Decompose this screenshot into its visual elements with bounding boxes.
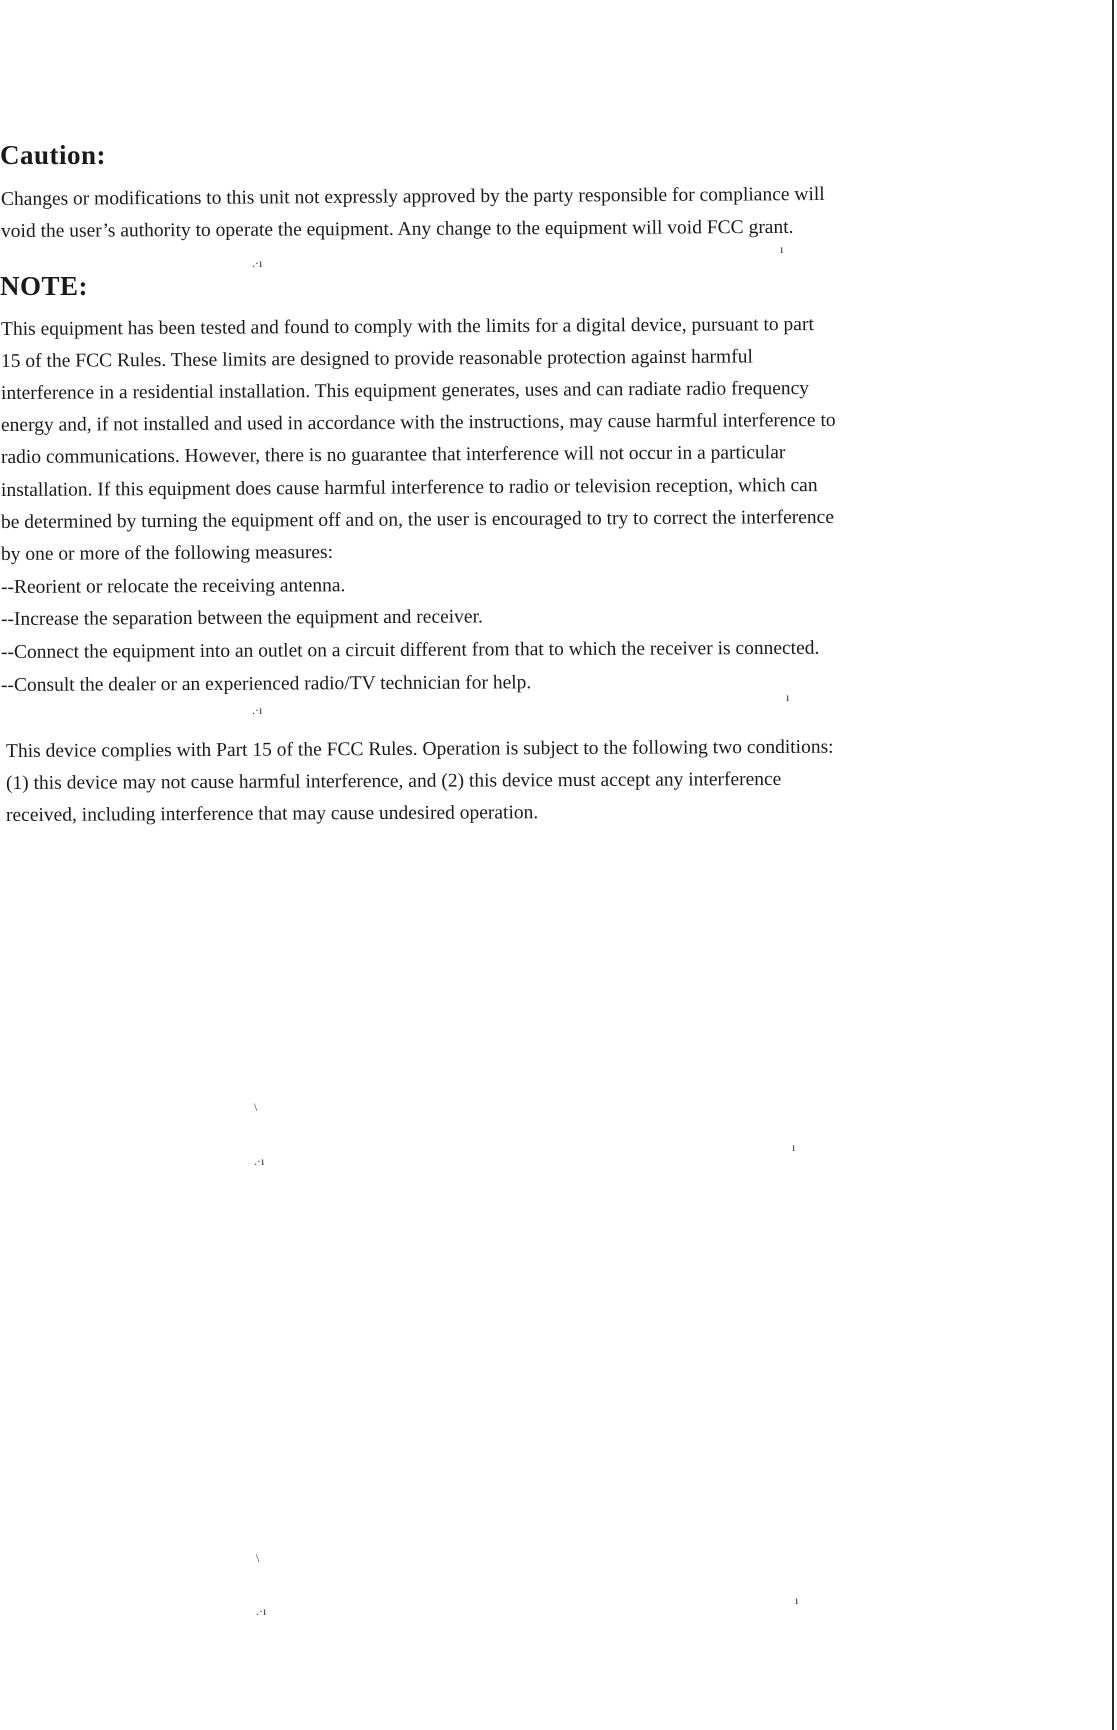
note-line-2: 15 of the FCC Rules. These limits are designed to provide reasonable protection against harmful xyxy=(0,346,753,372)
note-line-3: interference in a residential installation. This equipment generates, uses and can radiate radio frequency xyxy=(0,378,810,404)
note-line-8: by one or more of the following measures: xyxy=(0,541,334,565)
scan-speck: ı xyxy=(792,1140,796,1154)
scan-speck: .·ı xyxy=(256,1604,267,1618)
note-line-4: energy and, if not installed and used in accordance with the instructions, may cause harmful interference to xyxy=(0,409,836,436)
scan-speck: \ xyxy=(256,1551,260,1565)
scan-speck: .·ı xyxy=(254,1154,265,1168)
note-line-7: be determined by turning the equipment off and on, the user is encouraged to try to correct the interference xyxy=(0,506,835,533)
compliance-line-1: This device complies with Part 15 of the FCC Rules. Operation is subject to the following two conditions: xyxy=(5,736,834,762)
compliance-line-3: received, including interference that may cause undesired operation. xyxy=(5,802,539,826)
caution-line-2: void the user’s authority to operate the equipment. Any change to the equipment will void FCC grant. xyxy=(0,216,794,242)
scan-speck: .·ı xyxy=(252,256,263,270)
note-line-1: This equipment has been tested and found to comply with the limits for a digital device, pursuant to part xyxy=(0,314,814,340)
measure-item: --Increase the separation between the equipment and receiver. xyxy=(0,606,483,630)
scan-speck: ı xyxy=(780,242,784,256)
compliance-line-2: (1) this device may not cause harmful interference, and (2) this device must accept any interference xyxy=(5,768,782,794)
note-line-5: radio communications. However, there is no guarantee that interference will not occur in a particular xyxy=(0,442,786,468)
note-line-6: installation. If this equipment does cause harmful interference to radio or television reception, which can xyxy=(0,475,818,501)
caution-line-1: Changes or modifications to this unit not expressly approved by the party responsible for compliance will xyxy=(0,183,825,210)
caution-heading: Caution: xyxy=(0,140,107,170)
note-heading: NOTE: xyxy=(0,271,89,301)
scan-speck: ı xyxy=(795,1593,799,1607)
measure-item: --Connect the equipment into an outlet on a circuit different from that to which the receiver is connected. xyxy=(0,637,820,663)
scan-speck: ı xyxy=(786,690,790,704)
scan-speck: .·ı xyxy=(252,703,263,717)
measure-item: --Consult the dealer or an experienced radio/TV technician for help. xyxy=(0,672,532,696)
measure-item: --Reorient or relocate the receiving antenna. xyxy=(0,575,346,598)
scan-speck: \ xyxy=(254,1100,258,1114)
scan-page-edge xyxy=(1112,0,1114,1730)
